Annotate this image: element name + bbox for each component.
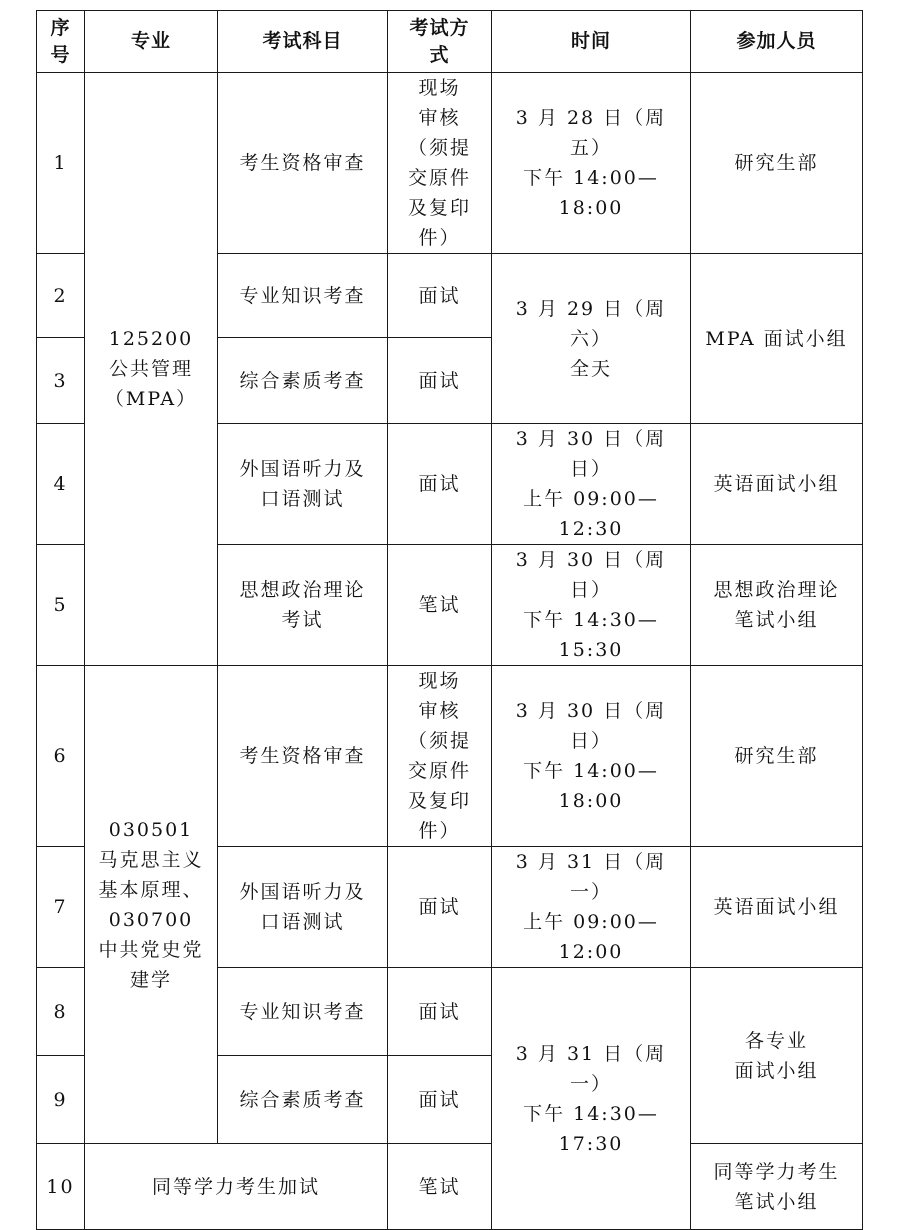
subject-cell: 专业知识考查 [218, 968, 388, 1056]
table-row [37, 73, 863, 254]
subject-cell: 同等学力考生加试 [85, 1144, 388, 1230]
method-cell: 现场 审核 （须提 交原件 及复印 件） [388, 666, 492, 847]
seq-cell: 6 [37, 666, 85, 847]
seq-cell: 10 [37, 1144, 85, 1230]
header-participants: 参加人员 [691, 11, 863, 73]
participants-cell: 研究生部 [691, 73, 863, 254]
subject-cell: 考生资格审查 [218, 666, 388, 847]
method-cell: 面试 [388, 254, 492, 338]
major-cell: 125200 公共管理 （MPA） [85, 73, 218, 666]
participants-cell: 英语面试小组 [691, 847, 863, 968]
header-subject: 考试科目 [218, 11, 388, 73]
table-row [37, 1144, 863, 1230]
participants-cell: 各专业 面试小组 [691, 968, 863, 1144]
seq-cell: 3 [37, 338, 85, 424]
method-cell: 笔试 [388, 1144, 492, 1230]
subject-cell: 外国语听力及 口语测试 [218, 847, 388, 968]
method-cell: 面试 [388, 968, 492, 1056]
seq-cell: 8 [37, 968, 85, 1056]
participants-cell: 研究生部 [691, 666, 863, 847]
participants-cell: 英语面试小组 [691, 424, 863, 545]
method-cell: 笔试 [388, 545, 492, 666]
subject-cell: 综合素质考查 [218, 338, 388, 424]
time-cell: 3 月 29 日（周六） 全天 [492, 254, 691, 424]
seq-cell: 9 [37, 1056, 85, 1144]
header-time: 时间 [492, 11, 691, 73]
seq-cell: 5 [37, 545, 85, 666]
seq-cell: 7 [37, 847, 85, 968]
header-row [37, 11, 863, 73]
exam-schedule-table [36, 10, 863, 1230]
participants-cell: MPA 面试小组 [691, 254, 863, 424]
time-cell: 3 月 28 日（周五） 下午 14:00— 18:00 [492, 73, 691, 254]
method-cell: 面试 [388, 338, 492, 424]
method-cell: 面试 [388, 847, 492, 968]
time-cell: 3 月 31 日（周一） 下午 14:30— 17:30 [492, 968, 691, 1230]
header-major: 专业 [85, 11, 218, 73]
table-row [37, 666, 863, 847]
time-cell: 3 月 30 日（周日） 上午 09:00— 12:30 [492, 424, 691, 545]
time-cell: 3 月 30 日（周日） 下午 14:30— 15:30 [492, 545, 691, 666]
time-cell: 3 月 31 日（周一） 上午 09:00— 12:00 [492, 847, 691, 968]
subject-cell: 外国语听力及 口语测试 [218, 424, 388, 545]
seq-cell: 4 [37, 424, 85, 545]
major-cell: 030501 马克思主义 基本原理、 030700 中共党史党 建学 [85, 666, 218, 1144]
seq-cell: 1 [37, 73, 85, 254]
participants-cell: 思想政治理论 笔试小组 [691, 545, 863, 666]
method-cell: 面试 [388, 424, 492, 545]
subject-cell: 综合素质考查 [218, 1056, 388, 1144]
method-cell: 面试 [388, 1056, 492, 1144]
method-cell: 现场 审核 （须提 交原件 及复印 件） [388, 73, 492, 254]
participants-cell: 同等学力考生 笔试小组 [691, 1144, 863, 1230]
subject-cell: 考生资格审查 [218, 73, 388, 254]
subject-cell: 专业知识考查 [218, 254, 388, 338]
header-seq: 序 号 [37, 11, 85, 73]
subject-cell: 思想政治理论 考试 [218, 545, 388, 666]
header-method: 考试方 式 [388, 11, 492, 73]
seq-cell: 2 [37, 254, 85, 338]
time-cell: 3 月 30 日（周日） 下午 14:00— 18:00 [492, 666, 691, 847]
